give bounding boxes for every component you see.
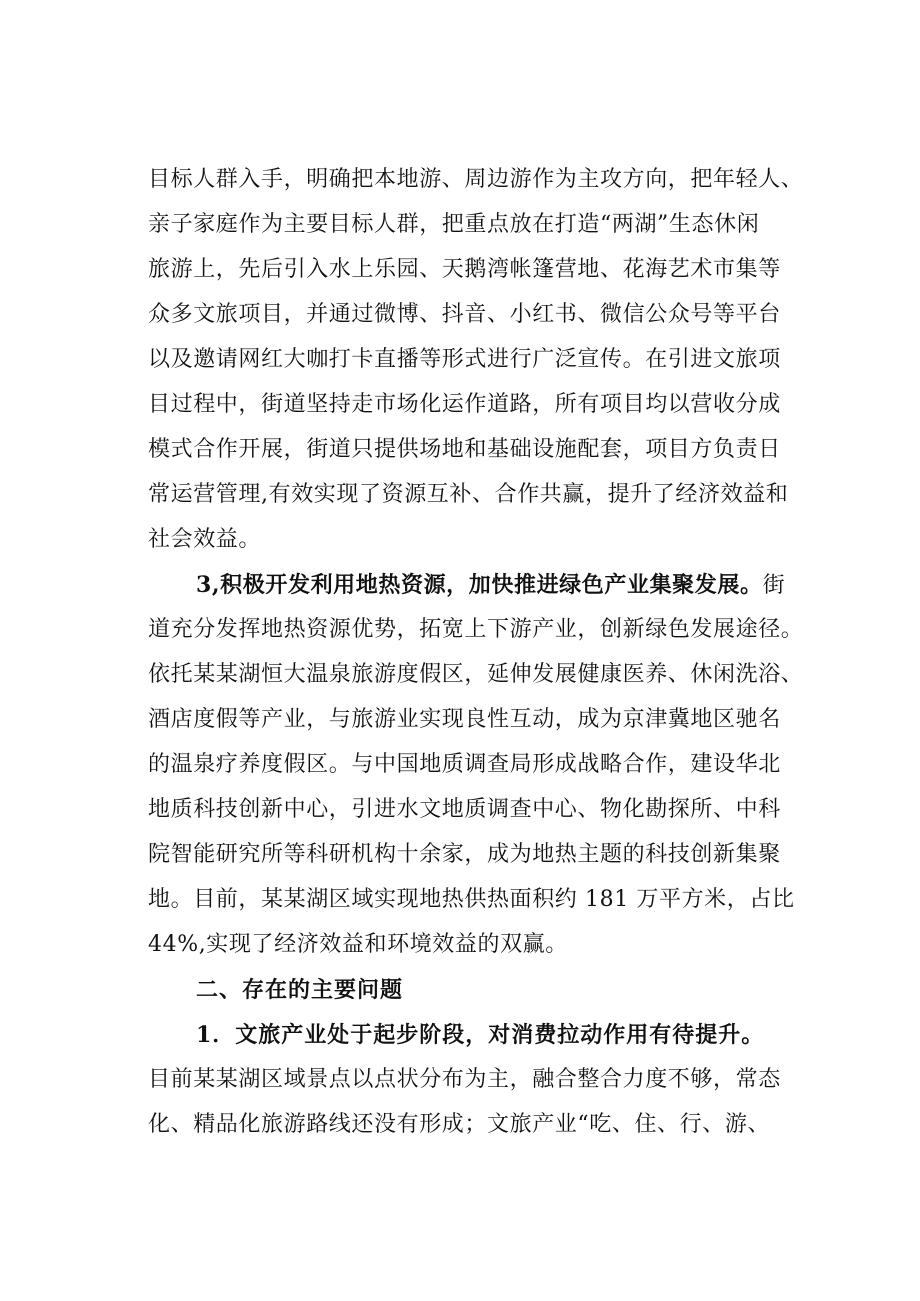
paragraph-line: 常运营管理,有效实现了资源互补、合作共赢，提升了经济效益和 (148, 482, 789, 507)
paragraph-line: 亲子家庭作为主要目标人群，把重点放在打造“两湖”生态休闲 (148, 212, 760, 237)
paragraph-line: 旅游上，先后引入水上乐园、天鹅湾帐篷营地、花海艺术市集等 (148, 257, 781, 282)
paragraph-line: 模式合作开展，街道只提供场地和基础设施配套，项目方负责日 (148, 437, 781, 462)
paragraph-line: 的温泉疗养度假区。与中国地质调查局形成战略合作，建设华北 (148, 752, 781, 777)
paragraph-first-line (196, 571, 856, 600)
paragraph-line: 众多文旅项目，并通过微博、抖音、小红书、微信公众号等平台 (148, 302, 781, 327)
paragraph-line: 地质科技创新中心，引进水文地质调查中心、物化勘探所、中科 (148, 797, 781, 822)
paragraph-bold-lead: 3,积极开发利用地热资源，加快推进绿色产业集聚发展。 (196, 572, 763, 598)
paragraph-line: 以及邀请网红大咖打卡直播等形式进行广泛宣传。在引进文旅项 (148, 347, 781, 372)
paragraph-lead-rest: 街 (762, 573, 786, 598)
subheading: 1．文旅产业处于起步阶段，对消费拉动作用有待提升。 (196, 1022, 765, 1048)
paragraph-line: 44%,实现了经济效益和环境效益的双赢。 (148, 932, 568, 957)
paragraph-line: 社会效益。 (148, 527, 262, 552)
paragraph-line: 依托某某湖恒大温泉旅游度假区，延伸发展健康医养、休闲洗浴、 (148, 662, 804, 687)
paragraph-line: 目前某某湖区域景点以点状分布为主，融合整合力度不够，常态 (148, 1067, 781, 1092)
paragraph-line: 目标人群入手，明确把本地游、周边游作为主攻方向，把年轻人、 (148, 167, 804, 192)
paragraph-line: 目过程中，街道坚持走市场化运作道路，所有项目均以营收分成 (148, 392, 781, 417)
paragraph-line: 地。目前，某某湖区域实现地热供热面积约 181 万平方米，占比 (148, 887, 795, 912)
paragraph-line: 酒店度假等产业，与旅游业实现良性互动，成为京津冀地区驰名 (148, 707, 781, 732)
paragraph-line: 道充分发挥地热资源优势，拓宽上下游产业，创新绿色发展途径。 (148, 617, 804, 642)
paragraph-line: 院智能研究所等科研机构十余家，成为地热主题的科技创新集聚 (148, 842, 781, 867)
paragraph-line: 化、精品化旅游路线还没有形成；文旅产业“吃、住、行、游、 (148, 1112, 771, 1137)
section-heading: 二、存在的主要问题 (196, 977, 404, 1003)
